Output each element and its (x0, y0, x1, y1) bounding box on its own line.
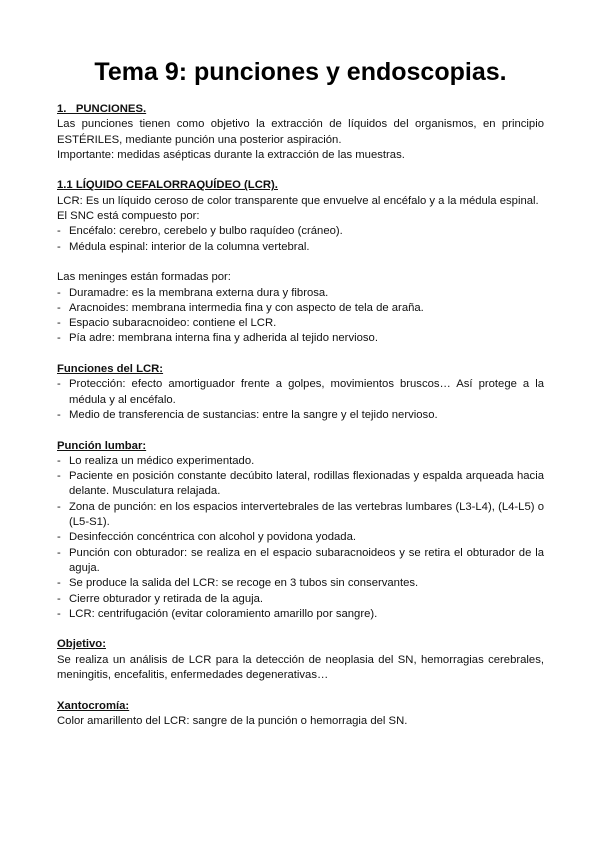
list-item: - Medio de transferencia de sustancias: entre la sangre y el tejido nervioso. (57, 408, 544, 423)
list-item: - Zona de punción: en los espacios intervertebrales de las vertebras lumbares (L3-L4), (L4-L5) o (L5-S1). (57, 500, 544, 531)
subheading-objetivo: Objetivo: (57, 638, 106, 651)
list-item: - Aracnoides: membrana intermedia fina y con aspecto de tela de araña. (57, 301, 544, 316)
list-item: - Duramadre: es la membrana externa dura y fibrosa. (57, 286, 544, 301)
paragraph: Se realiza un análisis de LCR para la detección de neoplasia del SN, hemorragias cerebrales, meningitis, encefalitis, enfermedades degenerativas… (57, 653, 544, 681)
document-body (57, 102, 544, 729)
funciones-list (57, 377, 544, 423)
puncion-list (57, 454, 544, 622)
subheading-xantocromia: Xantocromía: (57, 699, 130, 712)
paragraph: El SNC está compuesto por: (57, 210, 200, 223)
snc-list (57, 224, 544, 255)
paragraph: LCR: Es un líquido ceroso de color transparente que envuelve al encéfalo y a la médula espinal. (57, 194, 539, 207)
list-item: - Desinfección concéntrica con alcohol y povidona yodada. (57, 530, 544, 545)
page-title: Tema 9: punciones y endoscopias. (94, 58, 507, 86)
list-item: - Paciente en posición constante decúbito lateral, rodillas flexionadas y espalda arqueada hacia delante. Musculatura relajada. (57, 469, 544, 500)
list-item: - Pía adre: membrana interna fina y adherida al tejido nervioso. (57, 331, 544, 346)
list-item: - Lo realiza un médico experimentado. (57, 454, 544, 469)
list-item: - Encéfalo: cerebro, cerebelo y bulbo raquídeo (cráneo). (57, 224, 544, 239)
paragraph: Color amarillento del LCR: sangre de la punción o hemorragia del SN. (57, 714, 408, 727)
list-item: - Médula espinal: interior de la columna vertebral. (57, 240, 544, 255)
list-item: - Protección: efecto amortiguador frente a golpes, movimientos bruscos… Así protege a la médula y al encéfalo. (57, 377, 544, 408)
list-item: - LCR: centrifugación (evitar coloramiento amarillo por sangre). (57, 607, 544, 622)
subheading-funciones: Funciones del LCR: (57, 363, 164, 376)
paragraph: Las meninges están formadas por: (57, 271, 231, 284)
subheading-puncion-lumbar: Punción lumbar: (57, 439, 147, 452)
list-item: - Cierre obturador y retirada de la aguja. (57, 592, 544, 607)
paragraph: Las punciones tienen como objetivo la extracción de líquidos del organismos, en principio ESTÉRILES, mediante punción una posterior aspiración. (57, 118, 544, 146)
section-heading-punciones: 1. PUNCIONES. (57, 103, 147, 115)
list-item: - Punción con obturador: se realiza en el espacio subaracnoideos y se retira el obturador de la aguja. (57, 546, 544, 577)
paragraph: Importante: medidas asépticas durante la extracción de las muestras. (57, 148, 405, 161)
section-heading-lcr: 1.1 LÍQUIDO CEFALORRAQUÍDEO (LCR). (57, 179, 278, 192)
list-item: - Se produce la salida del LCR: se recoge en 3 tubos sin conservantes. (57, 576, 544, 591)
meninges-list (57, 286, 544, 347)
list-item: - Espacio subaracnoideo: contiene el LCR. (57, 316, 544, 331)
